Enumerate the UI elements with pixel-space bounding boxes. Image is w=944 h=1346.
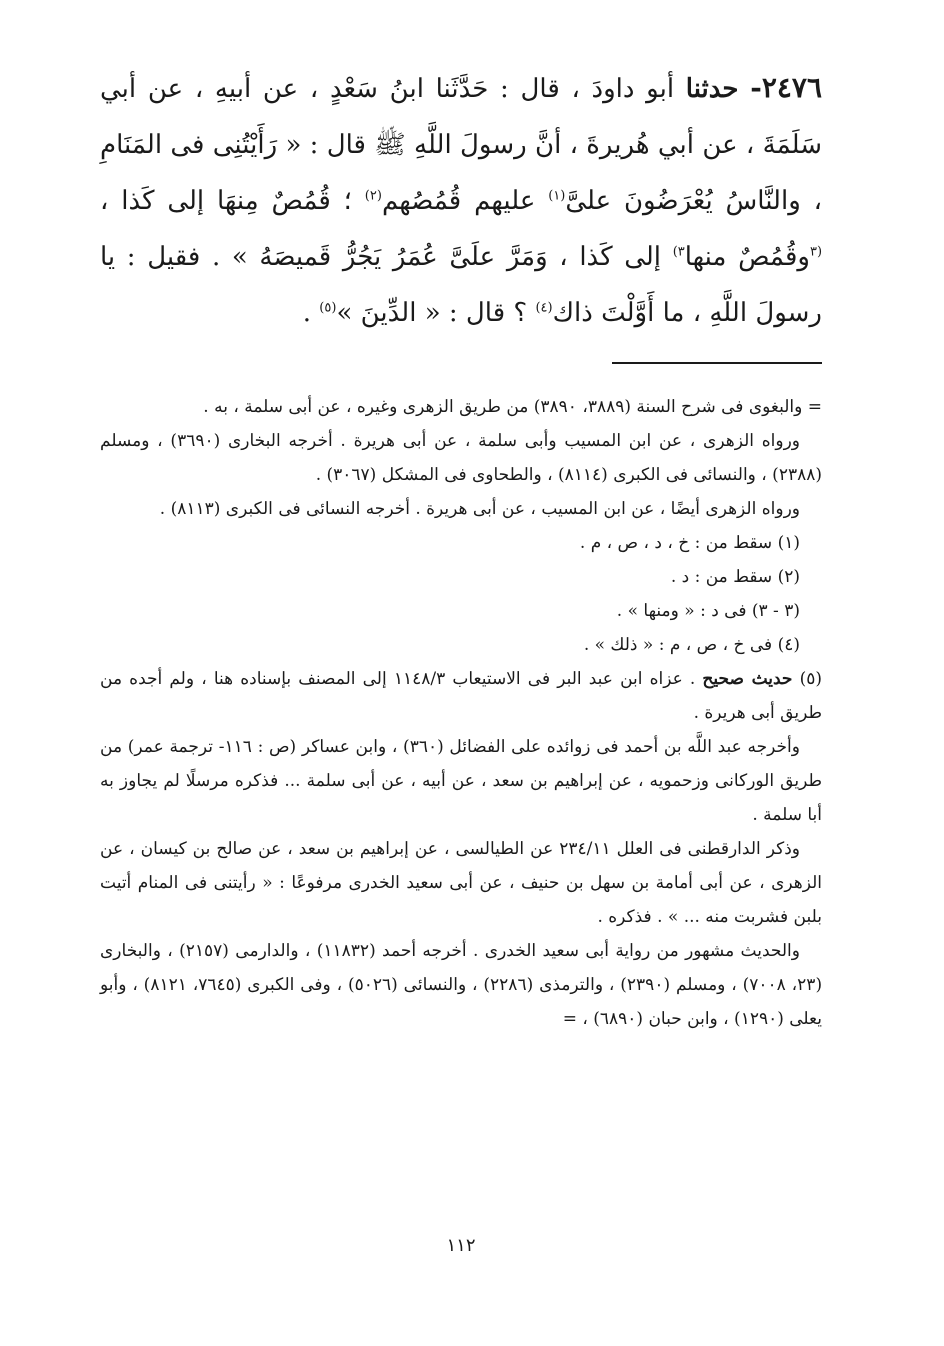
footnote-5-label: (٥) <box>792 669 822 689</box>
book-page <box>100 60 822 1280</box>
footnote-divider <box>612 362 822 364</box>
footnote-1: (١) سقط من : خ ، د ، ص ، م . <box>579 533 800 553</box>
footnote-5-grading: حديث صحيح <box>702 669 793 689</box>
footnote-paragraph: ورواه الزهرى ، عن ابن المسيب وأبى سلمة ، عن أبى هريرة . أخرجه البخارى (٣٦٩٠) ، ومسلم (٢٣٨٨) ، والنسائى فى الكبرى (٨١١٤) ، والطحاوى فى المشكل (٣٠٦٧) . <box>100 431 822 485</box>
footnote-ref-1[interactable]: (١) <box>548 188 566 204</box>
footnote-paragraph: وذكر الدارقطنى فى العلل ٢٣٤/١١ عن الطيالسى ، عن إبراهيم بن سعد ، عن صالح بن كيسان ، عن الزهرى ، عن أبى أمامة بن سهل بن حنيف ، عن أبى سعيد الخدرى مرفوعًا : « رأيتنى فى المنام أتيت بلبن فشربت منه ... » . فذكره . <box>100 839 823 927</box>
footnote-3: (٣ - ٣) فى د : « ومنها » . <box>616 601 800 621</box>
footnote-5-text: . عزاه ابن عبد البر فى الاستيعاب ١١٤٨/٣ إلى المصنف بإسناده هنا ، ولم أجده من طريق أبى هريرة . <box>100 669 822 723</box>
hadith-segment: ؛ قُمُصٌ مِنهَا إلى كَذا ، <box>100 186 365 216</box>
footnotes-section <box>100 390 822 1036</box>
hadith-segment: إلى كَذا ، وَمَرَّ علَىَّ عُمَرُ يَجُرُّ قَميصَهُ » . فقيل : يا رسولَ اللَّهِ ، ما أَوَّلْتَ ذاك <box>100 242 822 328</box>
footnote-ref-3-end[interactable]: ٣) <box>672 244 685 260</box>
hadith-number: ٢٤٧٦- <box>750 71 822 104</box>
footnote-ref-3-start[interactable]: (٣ <box>809 244 823 260</box>
footnote-paragraph: ورواه الزهرى أيضًا ، عن ابن المسيب ، عن أبى هريرة . أخرجه النسائى فى الكبرى (٨١١٣) . <box>159 499 800 519</box>
footnote-paragraph: والحديث مشهور من رواية أبى سعيد الخدرى . أخرجه أحمد (١١٨٣٢) ، والدارمى (٢١٥٧) ، والبخارى (٢٣، ٧٠٠٨) ، ومسلم (٢٣٩٠) ، والترمذى (٢٢٨٦) ، والنسائى (٥٠٢٦) ، وفى الكبرى (٧٦٤٥، ٨١٢١) ، وأبو يعلى (١٢٩٠) ، وابن حبان (٦٨٩٠) ، = <box>100 941 823 1029</box>
hadith-segment: عليهم قُمُصُهم <box>381 186 549 216</box>
hadith-segment: . <box>302 298 320 328</box>
footnote-ref-5[interactable]: (٥) <box>319 300 337 316</box>
hadith-lead: حدثنا <box>685 74 739 104</box>
footnote-ref-4[interactable]: (٤) <box>535 300 553 316</box>
footnote-continuation: = والبغوى فى شرح السنة (٣٨٨٩، ٣٨٩٠) من طريق الزهرى وغيره ، عن أبى سلمة ، به . <box>203 397 822 417</box>
hadith-segment: ؟ قال : « الدِّينَ » <box>336 298 536 328</box>
page-number: ١١٢ <box>446 1235 476 1256</box>
footnote-5 <box>100 662 822 730</box>
hadith-segment: أبو داودَ ، قال : حَدَّثَنا ابنُ سَعْدٍ ، عن أبيهِ ، عن أبي سَلَمَةَ ، عن أبي هُريرةَ ، أنَّ رسولَ اللَّهِ ﷺ قال : « رَأَيْتُنِى فى المَنَامِ ، والنَّاسُ يُعْرَضُونَ علىَّ <box>100 74 822 216</box>
footnote-paragraph: وأخرجه عبد اللَّه بن أحمد فى زوائده على الفضائل (٣٦٠) ، وابن عساكر (ص : ١١٦- ترجمة عمر) من طريق الوركانى وزحمويه ، عن إبراهيم بن سعد ، عن أبيه ، عن أبى سلمة ... فذكره مرسلًا لم يجاوز به أبا سلمة . <box>100 737 822 825</box>
footnote-4: (٤) فى خ ، ص ، م : « ذلك » . <box>583 635 800 655</box>
footnote-2: (٢) سقط من : د . <box>670 567 800 587</box>
footnote-ref-2[interactable]: (٢) <box>364 188 382 204</box>
hadith-text <box>100 60 822 341</box>
hadith-segment: وقُمُصٌ منها <box>684 242 810 272</box>
